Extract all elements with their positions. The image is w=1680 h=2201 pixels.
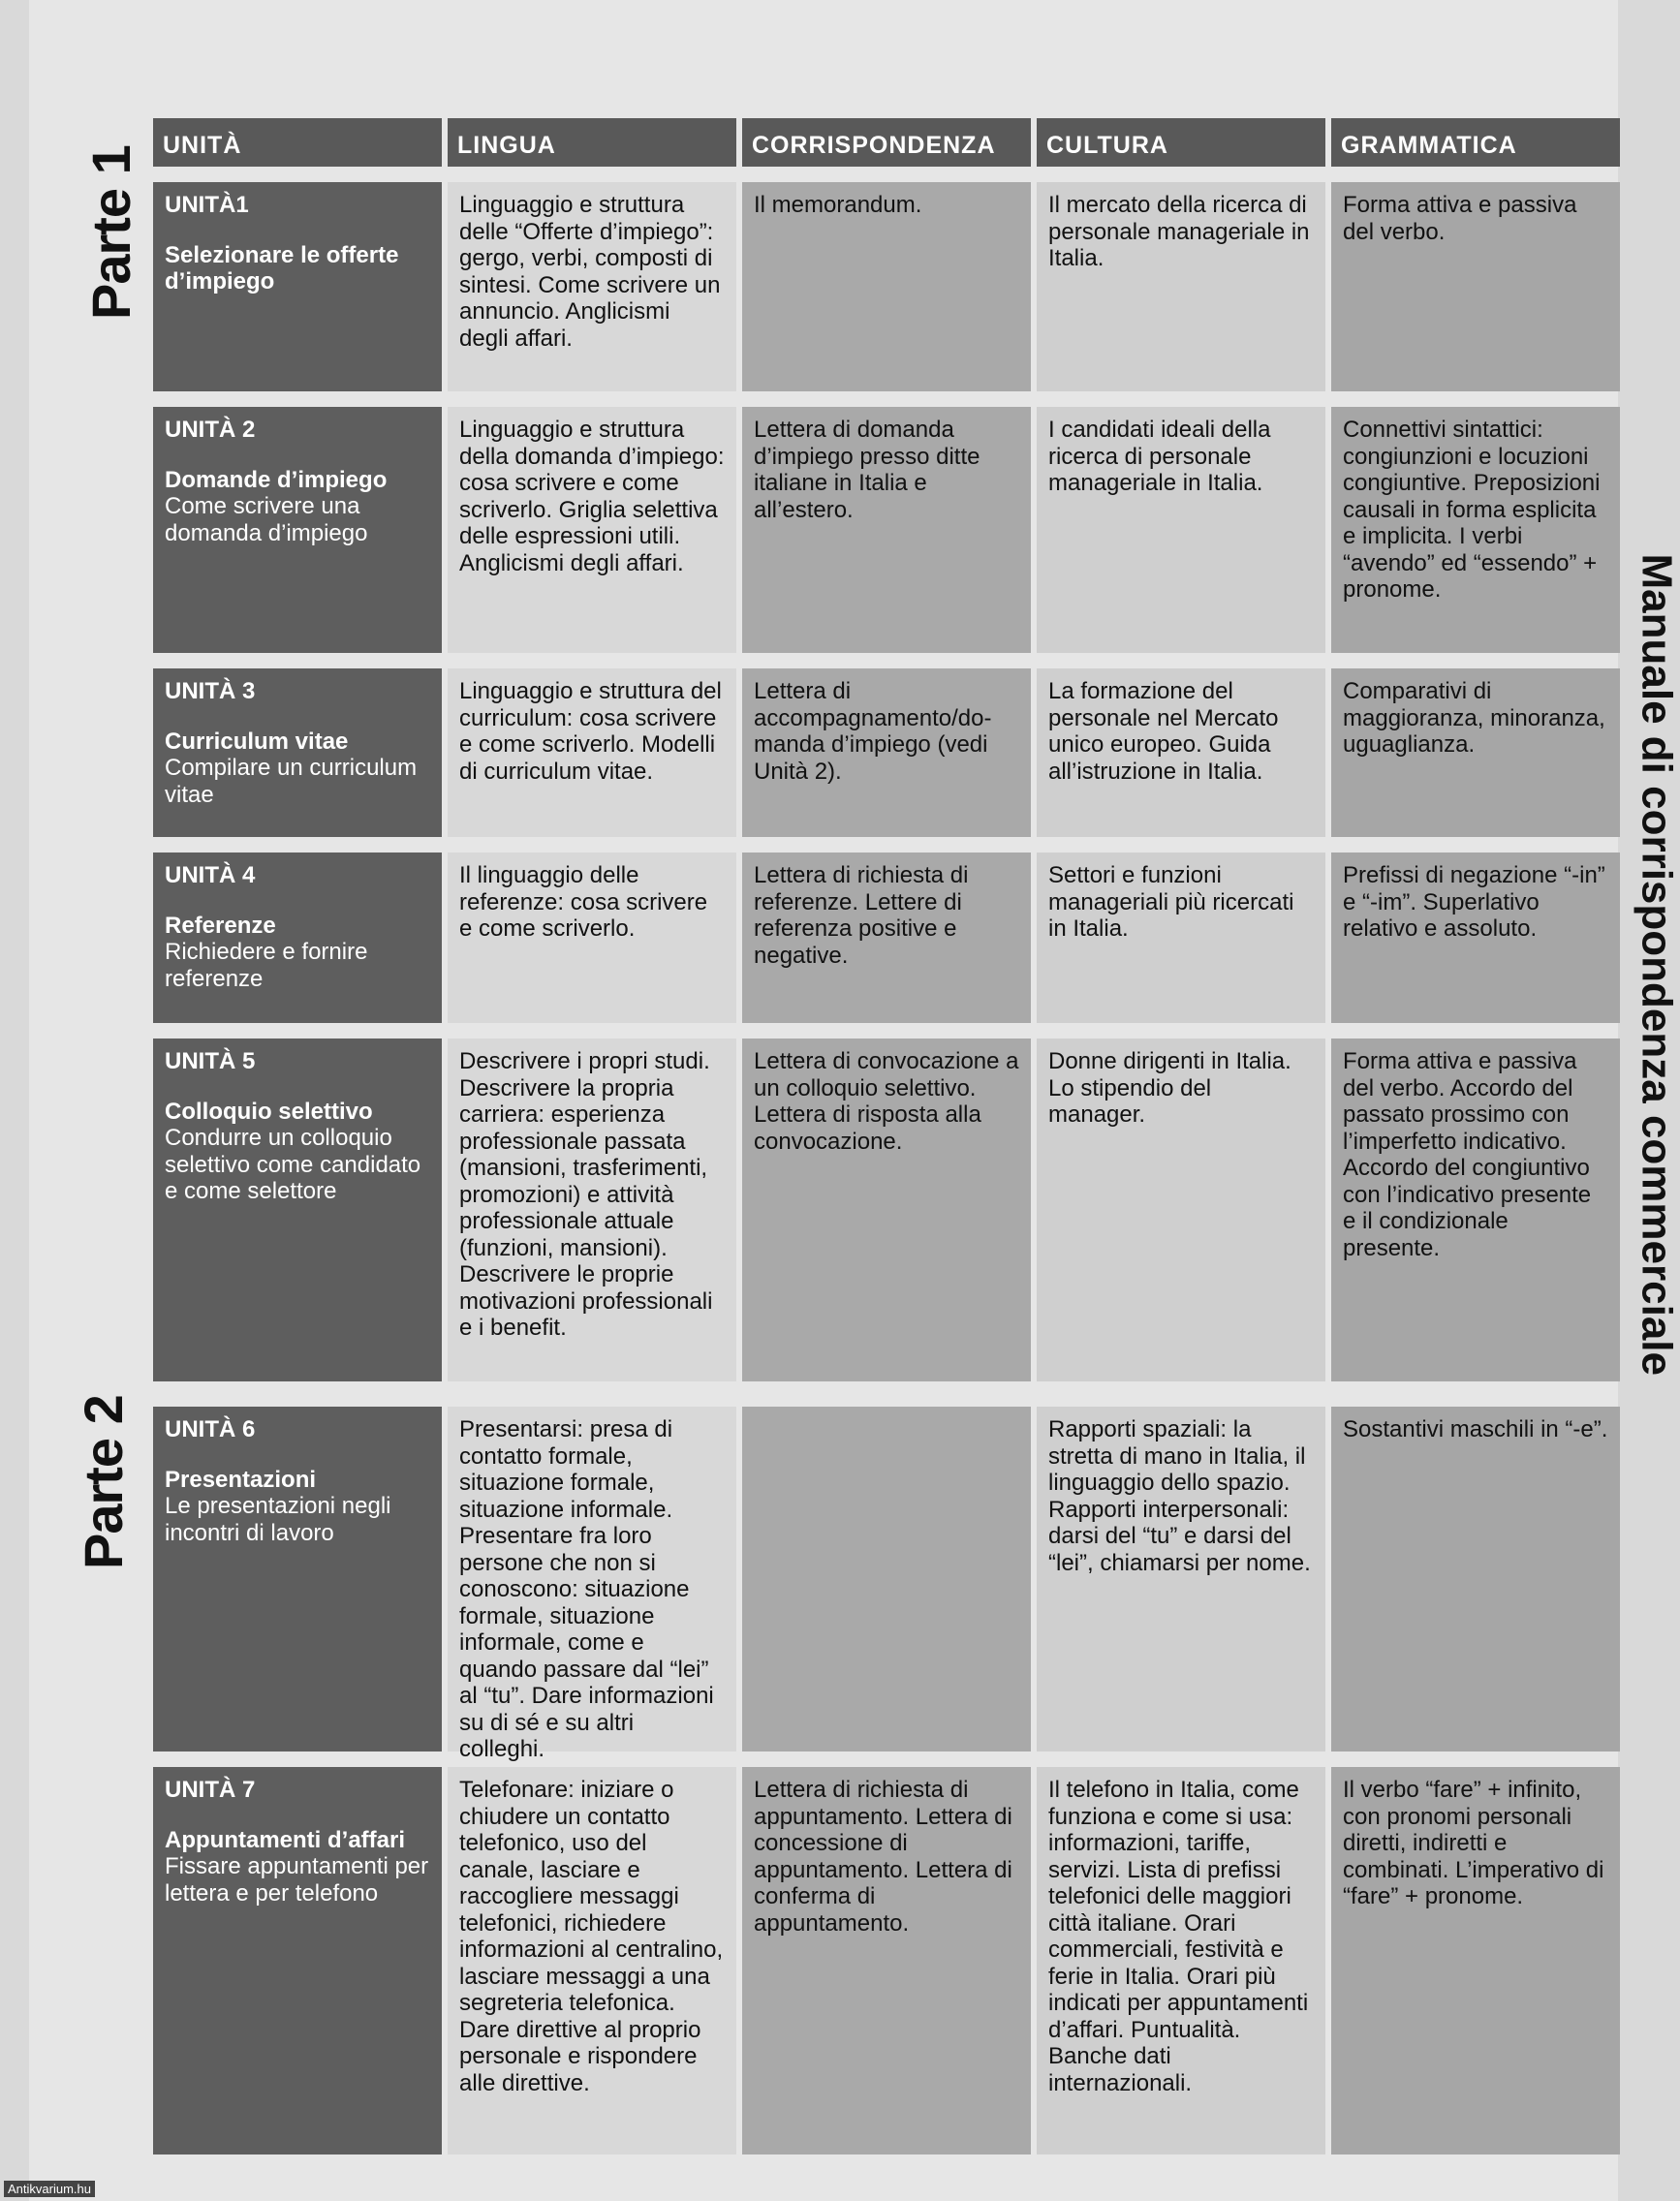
- grammatica-cell: Connettivi sintattici: congiunzioni e locuzioni congiuntive. Preposizioni causali in forma esplicita e implicita. I verbi “avendo” ed “essendo” + pronome.: [1331, 407, 1620, 653]
- header-cultura: CULTURA: [1037, 118, 1325, 167]
- header-corrispondenza: CORRISPONDENZA: [742, 118, 1031, 167]
- cultura-cell: Rapporti spaziali: la stretta di mano in Italia, il linguaggio dello spazio. Rapporti interpersonali: darsi del “tu” e darsi del “lei”, chiamarsi per nome.: [1037, 1407, 1325, 1752]
- unit-cell: [153, 668, 442, 837]
- lingua-cell: Descrivere i propri studi. Descrivere la propria carriera: esperienza professionale passata (mansioni, trasferimenti, promozioni) e attività professionale attuale (funzioni, mansioni). Descrivere le proprie motivazioni professionali e i benefit.: [448, 1038, 736, 1381]
- unit-subtitle: Condurre un colloquio selettivo come candidato e come selettore: [165, 1125, 421, 1204]
- unit-number: UNITÀ 2: [165, 417, 256, 443]
- lingua-cell: Il linguaggio delle referenze: cosa scrivere e come scriverlo.: [448, 852, 736, 1023]
- unit-subtitle: Come scrivere una domanda d’impiego: [165, 493, 368, 546]
- watermark: Antikvarium.hu: [4, 2181, 95, 2197]
- unit-number: UNITÀ 7: [165, 1777, 256, 1803]
- corrispondenza-cell: [742, 1407, 1031, 1752]
- header-unita: UNITÀ: [153, 118, 442, 167]
- unit-title: Selezionare le offerte d’impiego: [165, 241, 399, 294]
- unit-number: UNITÀ 4: [165, 862, 256, 888]
- corrispondenza-cell: Lettera di richiesta di appuntamento. Lettera di concessione di appuntamento. Lettera di conferma di appuntamento.: [742, 1767, 1031, 2154]
- unit-cell: [153, 1038, 442, 1381]
- corrispondenza-cell: Il memorandum.: [742, 182, 1031, 391]
- page: [29, 0, 1618, 2201]
- unit-cell: [153, 407, 442, 653]
- grammatica-cell: Il verbo “fare” + infinito, con pronomi personali diretti, indiretti e combinati. L’imperativo di “fare” + pronome.: [1331, 1767, 1620, 2154]
- header-grammatica: GRAMMATICA: [1331, 118, 1620, 167]
- grammatica-cell: Forma attiva e passiva del verbo.: [1331, 182, 1620, 391]
- unit-title: Curriculum vitae: [165, 728, 349, 755]
- unit-cell: [153, 852, 442, 1023]
- header-lingua: LINGUA: [448, 118, 736, 167]
- unit-title: Colloquio selettivo: [165, 1098, 373, 1125]
- unit-cell: [153, 182, 442, 391]
- corrispondenza-cell: Lettera di accompagnamento/do-manda d’impiego (vedi Unità 2).: [742, 668, 1031, 837]
- cultura-cell: Donne dirigenti in Italia. Lo stipendio del manager.: [1037, 1038, 1325, 1381]
- unit-subtitle: Le presentazioni negli incontri di lavoro: [165, 1493, 391, 1546]
- parte-2-label: Parte 2: [73, 1395, 134, 1569]
- book-title: Manuale di corrispondenza commerciale: [1633, 553, 1680, 1376]
- grammatica-cell: Prefissi di negazione “-in” e “-im”. Superlativo relativo e assoluto.: [1331, 852, 1620, 1023]
- unit-title: Appuntamenti d’affari: [165, 1826, 406, 1853]
- grammatica-cell: Comparativi di maggioranza, minoranza, uguaglianza.: [1331, 668, 1620, 837]
- corrispondenza-cell: Lettera di domanda d’impiego presso ditte italiane in Italia e all’estero.: [742, 407, 1031, 653]
- unit-number: UNITÀ 6: [165, 1416, 256, 1442]
- unit-subtitle: Fissare appuntamenti per lettera e per telefono: [165, 1853, 429, 1906]
- syllabus-table: [153, 118, 1616, 2154]
- lingua-cell: Telefonare: iniziare o chiudere un contatto telefonico, uso del canale, lasciare e raccogliere messaggi telefonici, richiedere informazioni al centralino, lasciare messaggi a una segreteria telefonica. Dare direttive al proprio personale e rispondere alle direttive.: [448, 1767, 736, 2154]
- unit-cell: [153, 1407, 442, 1752]
- unit-cell: [153, 1767, 442, 2154]
- grammatica-cell: Forma attiva e passiva del verbo. Accordo del passato prossimo con l’imperfetto indicativo. Accordo del congiuntivo con l’indicativo presente e il condizionale presente.: [1331, 1038, 1620, 1381]
- unit-title: Presentazioni: [165, 1466, 317, 1493]
- cultura-cell: Il telefono in Italia, come funziona e come si usa: informazioni, tariffe, servizi. Lista di prefissi telefonici delle maggiori città italiane. Orari commerciali, festività e ferie in Italia. Orari più indicati per appuntamenti d’affari. Puntualità. Banche dati internazionali.: [1037, 1767, 1325, 2154]
- grammatica-cell: Sostantivi maschili in “-e”.: [1331, 1407, 1620, 1752]
- corrispondenza-cell: Lettera di richiesta di referenze. Lettere di referenza positive e negative.: [742, 852, 1031, 1023]
- corrispondenza-cell: Lettera di convocazione a un colloquio selettivo. Lettera di risposta alla convocazione.: [742, 1038, 1031, 1381]
- unit-number: UNITÀ1: [165, 192, 249, 218]
- unit-number: UNITÀ 3: [165, 678, 256, 704]
- lingua-cell: Linguaggio e struttura delle “Offerte d’impiego”: gergo, verbi, composti di sintesi. Come scrivere un annuncio. Anglicismi degli affari.: [448, 182, 736, 391]
- unit-number: UNITÀ 5: [165, 1048, 256, 1074]
- unit-title: Referenze: [165, 912, 276, 939]
- unit-title: Domande d’impiego: [165, 466, 388, 493]
- unit-subtitle: Richiedere e fornire referenze: [165, 939, 368, 992]
- cultura-cell: I candidati ideali della ricerca di personale manageriale in Italia.: [1037, 407, 1325, 653]
- cultura-cell: Settori e funzioni manageriali più ricercati in Italia.: [1037, 852, 1325, 1023]
- cultura-cell: Il mercato della ricerca di personale manageriale in Italia.: [1037, 182, 1325, 391]
- lingua-cell: Presentarsi: presa di contatto formale, situazione formale, situazione informale. Presentare fra loro persone che non si conoscono: situazione formale, situazione informale, come e quando passare dal “lei” al “tu”. Dare informazioni su di sé e su altri colleghi.: [448, 1407, 736, 1752]
- lingua-cell: Linguaggio e struttura del curriculum: cosa scrivere e come scriverlo. Modelli di curriculum vitae.: [448, 668, 736, 837]
- parte-1-label: Parte 1: [80, 145, 141, 320]
- lingua-cell: Linguaggio e struttura della domanda d’impiego: cosa scrivere e come scriverlo. Griglia selettiva delle espressioni utili. Anglicismi degli affari.: [448, 407, 736, 653]
- cultura-cell: La formazione del personale nel Mercato unico europeo. Guida all’istruzione in Italia.: [1037, 668, 1325, 837]
- unit-subtitle: Compilare un curriculum vitae: [165, 755, 418, 808]
